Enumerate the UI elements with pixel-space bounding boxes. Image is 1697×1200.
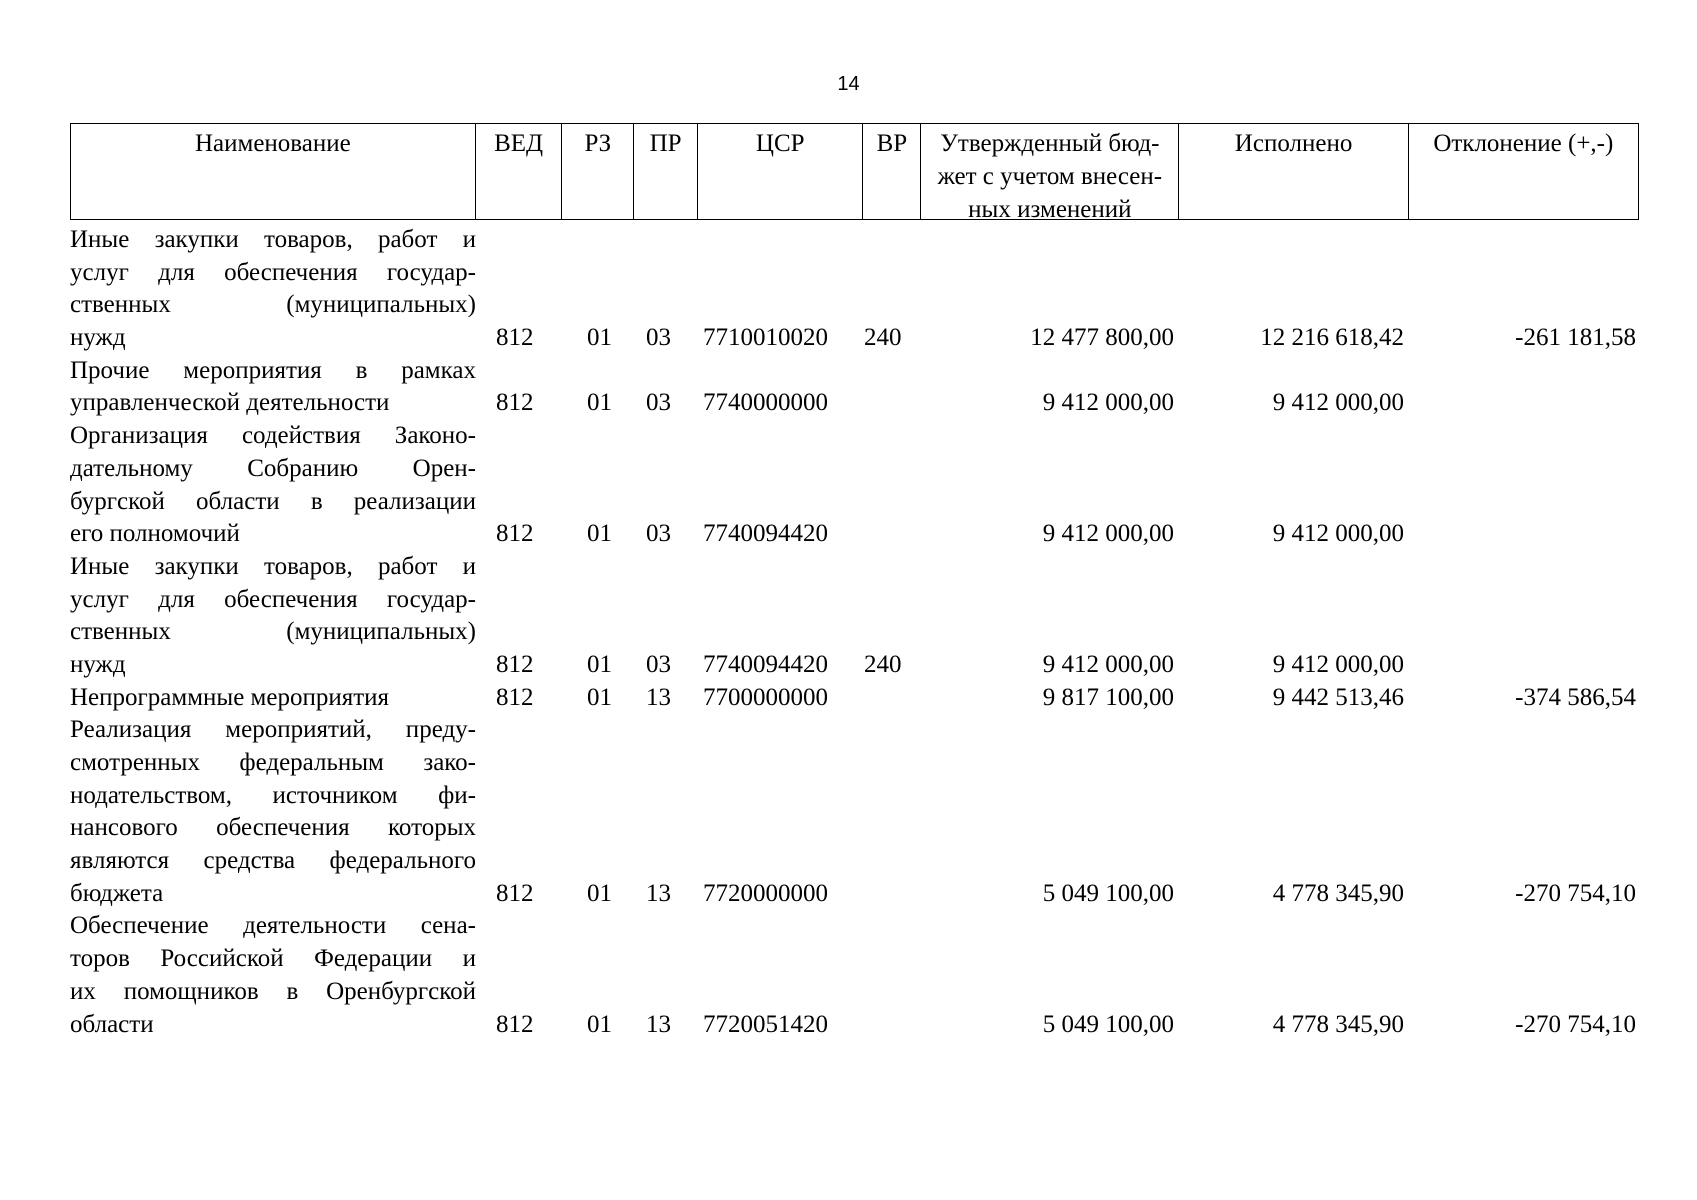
row-vr: 240: [864, 650, 902, 678]
row-rz: 01: [587, 1010, 612, 1038]
header-pr: ПР: [634, 124, 698, 219]
row-executed: 12 216 618,42: [1260, 324, 1404, 352]
row-pr: 13: [646, 879, 671, 907]
row-name-line: Организация содействия Законо-: [70, 422, 476, 450]
row-csr: 7710010020: [703, 324, 828, 352]
header-budget: [921, 124, 1179, 219]
row-name-line: являются средства федерального: [70, 847, 476, 875]
row-pr: 03: [646, 324, 671, 352]
row-ved: 812: [496, 1010, 534, 1038]
row-name-line: Прочие мероприятия в рамках: [70, 356, 476, 384]
row-executed: 9 412 000,00: [1272, 650, 1404, 678]
row-pr: 03: [646, 650, 671, 678]
row-pr: 03: [646, 520, 671, 548]
row-ved: 812: [496, 683, 534, 711]
row-name-line: Реализация мероприятий, преду-: [70, 716, 476, 744]
row-name: [70, 551, 476, 682]
row-ved: 812: [496, 650, 534, 678]
row-budget: 12 477 800,00: [1030, 324, 1174, 352]
row-name-line: нужд: [70, 324, 126, 352]
row-executed: 9 412 000,00: [1272, 520, 1404, 548]
row-ved: 812: [496, 389, 534, 417]
table-row: [70, 420, 1639, 551]
row-name-line: Обеспечение деятельности сена-: [70, 912, 476, 940]
row-pr: 03: [646, 389, 671, 417]
row-rz: 01: [587, 879, 612, 907]
row-name-line: торов Российской Федерации и: [70, 945, 476, 973]
row-csr: 7740094420: [703, 520, 828, 548]
row-executed: 4 778 345,90: [1272, 1010, 1404, 1038]
row-name: [70, 714, 476, 910]
row-csr: 7720051420: [703, 1010, 828, 1038]
table-row: [70, 682, 1639, 715]
header-budget-line: жет с учетом внесен-: [937, 163, 1163, 190]
table-body: [70, 224, 1639, 1041]
row-deviation: -374 586,54: [1515, 683, 1636, 711]
row-rz: 01: [587, 324, 612, 352]
row-name-line: их помощников в Оренбургской: [70, 977, 476, 1005]
row-executed: 9 442 513,46: [1272, 683, 1404, 711]
row-name: [70, 420, 476, 551]
header-csr: ЦСР: [698, 124, 863, 219]
row-name-line: ственных (муниципальных): [70, 291, 476, 319]
row-name-line: управленческой деятельности: [70, 389, 390, 417]
row-name: [70, 682, 476, 715]
table-row: [70, 355, 1639, 420]
row-deviation: -270 754,10: [1515, 879, 1636, 907]
row-ved: 812: [496, 879, 534, 907]
row-budget: 9 412 000,00: [1042, 650, 1174, 678]
row-name-line: нансового обеспечения которых: [70, 814, 476, 842]
row-name: [70, 355, 476, 420]
table-row: [70, 551, 1639, 682]
row-executed: 9 412 000,00: [1272, 389, 1404, 417]
row-name-line: Иные закупки товаров, работ и: [70, 226, 476, 253]
row-rz: 01: [587, 520, 612, 548]
row-csr: 7700000000: [703, 683, 828, 711]
row-rz: 01: [587, 389, 612, 417]
row-name-line: услуг для обеспечения государ-: [70, 585, 476, 613]
row-budget: 5 049 100,00: [1042, 1010, 1174, 1038]
row-name-line: смотренных федеральным зако-: [70, 749, 476, 777]
row-rz: 01: [587, 683, 612, 711]
row-name-line: его полномочий: [70, 520, 240, 548]
row-pr: 13: [646, 683, 671, 711]
row-name-line: Иные закупки товаров, работ и: [70, 552, 476, 580]
row-csr: 7740000000: [703, 389, 828, 417]
row-rz: 01: [587, 650, 612, 678]
row-ved: 812: [496, 324, 534, 352]
header-deviation: Отклонение (+,-): [1433, 130, 1614, 157]
row-budget: 5 049 100,00: [1042, 879, 1174, 907]
row-csr: 7720000000: [703, 879, 828, 907]
row-name-line: ственных (муниципальных): [70, 618, 476, 646]
row-name: [70, 910, 476, 1041]
table-header: [70, 123, 1639, 220]
table-row: [70, 714, 1639, 910]
header-budget-line: Утвержденный бюд-: [940, 130, 1160, 157]
row-name-line: области: [70, 1010, 154, 1038]
header-ved: ВЕД: [476, 124, 563, 219]
row-name-line: Непрограммные мероприятия: [70, 683, 390, 711]
header-rz: РЗ: [562, 124, 634, 219]
header-name: Наименование: [71, 124, 476, 219]
row-deviation: -270 754,10: [1515, 1010, 1636, 1038]
row-name-line: услуг для обеспечения государ-: [70, 258, 476, 286]
table-row: [70, 910, 1639, 1041]
row-executed: 4 778 345,90: [1272, 879, 1404, 907]
row-pr: 13: [646, 1010, 671, 1038]
header-vr: ВР: [863, 124, 921, 219]
row-vr: 240: [864, 324, 902, 352]
row-budget: 9 412 000,00: [1042, 520, 1174, 548]
row-ved: 812: [496, 520, 534, 548]
row-name-line: бургской области в реализации: [70, 487, 476, 515]
row-name-line: бюджета: [70, 879, 164, 907]
table-row: [70, 224, 1639, 355]
row-name: [70, 224, 476, 355]
row-deviation: -261 181,58: [1515, 324, 1636, 352]
row-name-line: нужд: [70, 650, 126, 678]
header-executed: Исполнено: [1179, 124, 1408, 219]
row-name-line: нодательством, источником фи-: [70, 781, 476, 809]
header-budget-line: ных изменений: [968, 196, 1132, 219]
row-csr: 7740094420: [703, 650, 828, 678]
row-budget: 9 817 100,00: [1042, 683, 1174, 711]
page-number: 14: [837, 73, 860, 95]
row-name-line: дательному Собранию Орен-: [70, 454, 476, 482]
row-budget: 9 412 000,00: [1042, 389, 1174, 417]
